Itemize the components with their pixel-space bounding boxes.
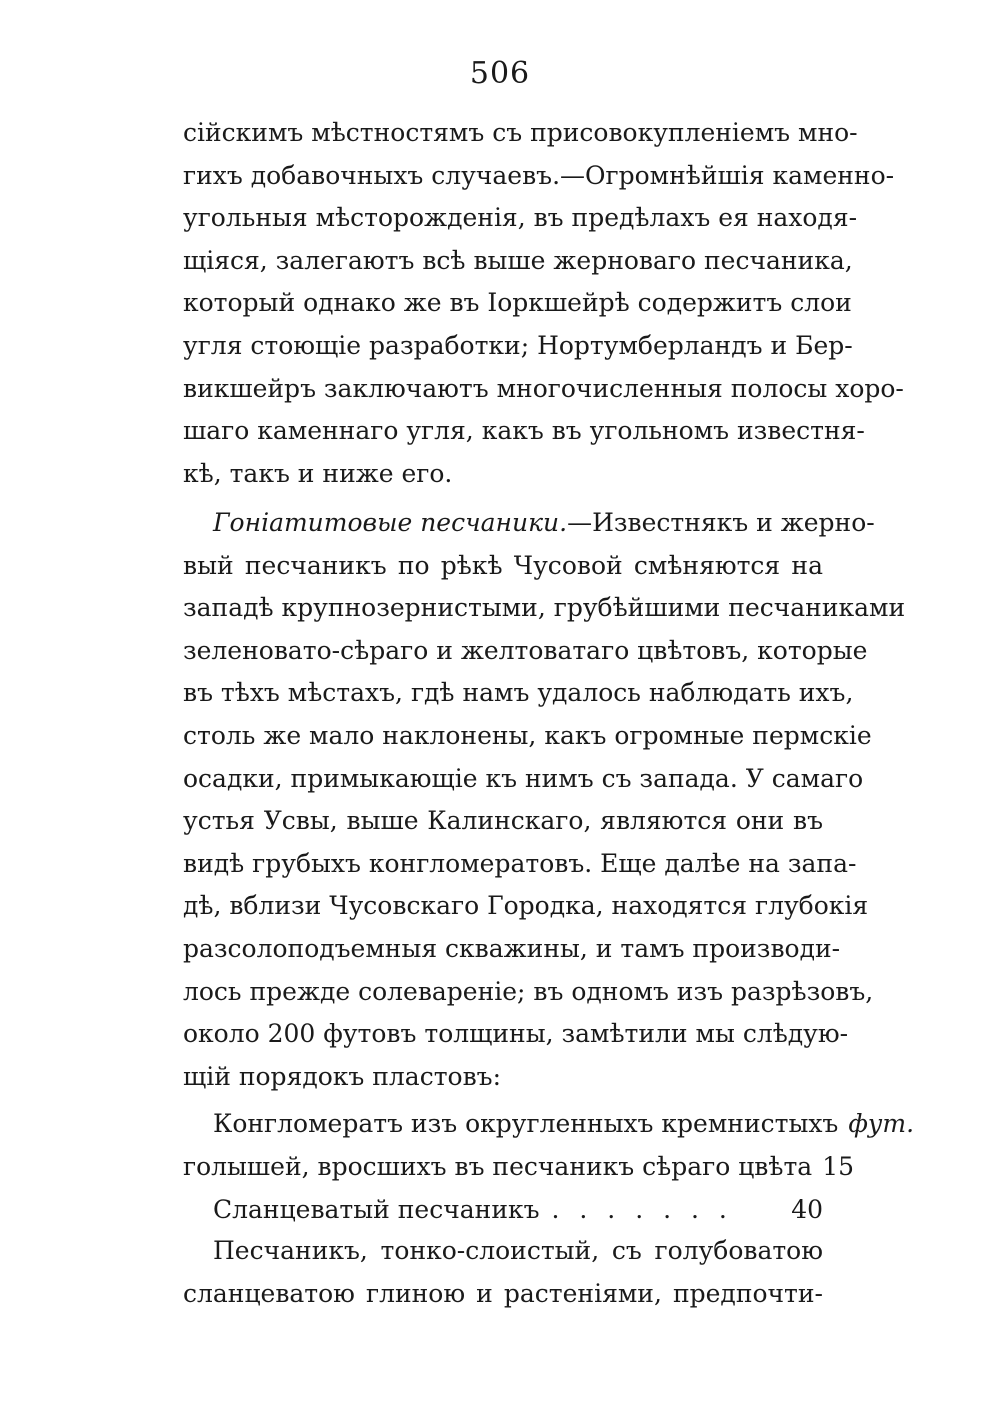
text-line: разсолоподъемныя скважины, и тамъ производи- [183, 933, 841, 963]
stratum-description: Конгломератъ изъ округленныхъ кремнистыхъ [213, 1109, 839, 1138]
stratum-description: голышей, вросшихъ въ песчаникъ сѣраго цвѣта [183, 1152, 813, 1181]
text-line: лось прежде солевареніе; въ одномъ изъ разрѣзовъ, [183, 976, 874, 1006]
stratum-thickness: 40 [791, 1195, 823, 1224]
text-line: сланцеватою глиною и растеніями, предпочти- [183, 1278, 823, 1308]
page-number: 506 [469, 56, 531, 91]
text-line: кѣ, такъ и ниже его. [183, 458, 453, 488]
text-line-first [183, 502, 875, 545]
text-line: угля стоющіе разработки; Нортумберландъ и Бер- [183, 330, 853, 360]
text-line: вый песчаникъ по рѣкѣ Чусовой смѣняются на [183, 550, 823, 580]
text-line: викшейръ заключаютъ многочисленныя полосы хоро- [183, 373, 904, 403]
text-line: устья Усвы, выше Калинскаго, являются они въ [183, 806, 823, 836]
stratum-name: Сланцеватый песчаникъ [213, 1195, 540, 1224]
strata-table [183, 1102, 915, 1231]
text-line: Песчаникъ, тонко-слоистый, съ голубоватою [213, 1236, 823, 1265]
text-line: видѣ грубыхъ конгломератовъ. Еще далѣе на запа- [183, 848, 857, 878]
table-row [183, 1188, 823, 1231]
unit-header: фут. [848, 1109, 915, 1138]
table-row [183, 1102, 915, 1145]
paragraph-thin-sandstone [183, 1230, 823, 1315]
text-line: щіяся, залегаютъ всѣ выше жерноваго песчаника, [183, 245, 853, 275]
section-heading: Гоніатитовые песчаники. [213, 508, 568, 537]
text-line: щій порядокъ пластовъ: [183, 1061, 501, 1091]
paragraph-goniatite-sandstones [183, 502, 906, 1098]
text-line: шаго каменнаго угля, какъ въ угольномъ известня- [183, 416, 865, 446]
paragraph-coal-deposits [183, 112, 904, 495]
text-line: столь же мало наклонены, какъ огромные пермскіе [183, 720, 872, 750]
stratum-description [183, 1188, 781, 1231]
text-line: осадки, примыкающіе къ нимъ съ запада. У самаго [183, 763, 864, 793]
text-line: около 200 футовъ толщины, замѣтили мы слѣдую- [183, 1019, 849, 1049]
text-line: дѣ, вблизи Чусовскаго Городка, находятся глубокія [183, 891, 869, 921]
text-line: западѣ крупнозернистыми, грубѣйшими песчаниками [183, 593, 906, 623]
text-line: угольныя мѣсторожденія, въ предѣлахъ ея находя- [183, 203, 858, 233]
dot-leader: . . . . . . . [551, 1195, 733, 1224]
text-line: гихъ добавочныхъ случаевъ.—Огромнѣйшія каменно- [183, 160, 895, 190]
table-row [183, 1145, 854, 1188]
text-line: въ тѣхъ мѣстахъ, гдѣ намъ удалось наблюдать ихъ, [183, 678, 854, 708]
text-line: зеленовато-сѣраго и желтоватаго цвѣтовъ, которые [183, 635, 868, 665]
text-line: который однако же въ Іоркшейрѣ содержитъ слои [183, 288, 852, 318]
stratum-thickness: 15 [822, 1152, 854, 1181]
heading-continuation: —Известнякъ и жерно- [567, 508, 875, 537]
text-line: сійскимъ мѣстностямъ съ присовокупленіемъ мно- [183, 118, 858, 147]
